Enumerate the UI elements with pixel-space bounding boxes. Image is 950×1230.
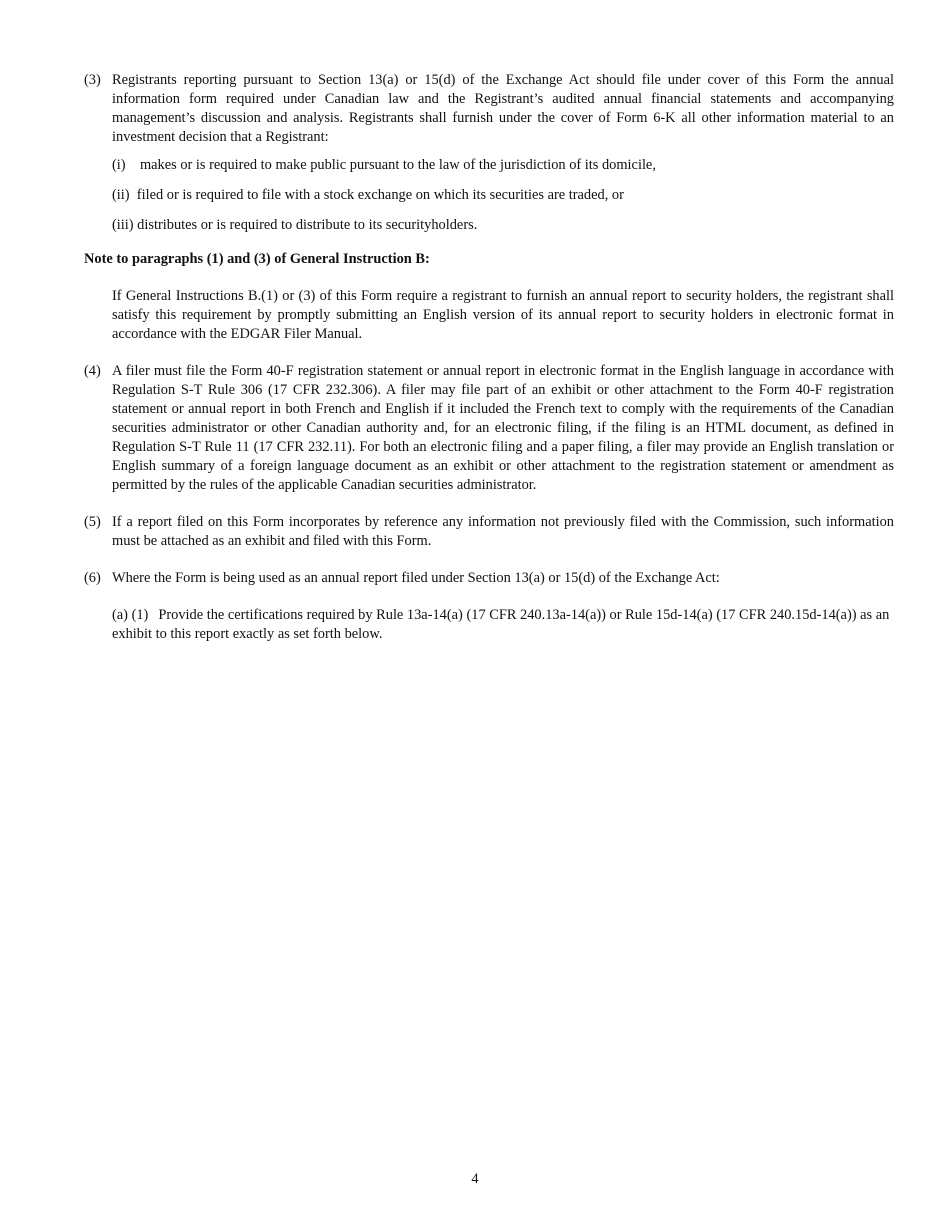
paragraph-text: If a report filed on this Form incorporates by reference any information not previously filed with the Commission, such information must be attached as an exhibit and filed with this Form.	[112, 514, 894, 549]
note-body: If General Instructions B.(1) or (3) of this Form require a registrant to furnish an annual report to security holders, the registrant shall satisfy this requirement by promptly submitting an English version of its annual report to security holders in electronic format in accordance with the EDGAR Filer Manual.	[112, 288, 894, 342]
paragraph-number: (6)	[84, 570, 101, 586]
note-heading: Note to paragraphs (1) and (3) of General Instruction B:	[84, 251, 430, 267]
paragraph-3-sublist	[84, 156, 894, 235]
paragraph-number: (4)	[84, 363, 101, 379]
page-number: 4	[471, 1171, 479, 1187]
paragraph-number: (5)	[84, 514, 101, 530]
list-item: (i) makes or is required to make public pursuant to the law of the jurisdiction of its domicile,	[112, 157, 656, 173]
paragraph-number: (3)	[84, 72, 101, 88]
paragraph-text: Registrants reporting pursuant to Section 13(a) or 15(d) of the Exchange Act should file under cover of this Form the annual information form required under Canadian law and the Registrant’s audited annual financial statements and accompanying management’s discussion and analysis. Registrants shall furnish under the cover of Form 6-K all other information material to an investment decision that a Registrant:	[112, 72, 894, 145]
paragraph-text: A filer must file the Form 40-F registration statement or annual report in electronic format in the English language in accordance with Regulation S-T Rule 306 (17 CFR 232.306). A filer may file part of an exhibit or other attachment to the Form 40-F registration statement or annual report in both French and English if it included the French text to comply with the requirements of the Canadian securities administrator or other Canadian authority and, for an electronic filing, if the filing is an HTML document, as defined in Regulation S-T Rule 11 (17 CFR 232.11). For both an electronic filing and a paper filing, a filer may provide an English translation or English summary of a foreign language document as an exhibit or other attachment to the registration statement or amendment as permitted by the rules of the applicable Canadian securities administrator.	[112, 363, 894, 493]
subitem-text: Provide the certifications required by Rule 13a-14(a) (17 CFR 240.13a-14(a)) or Rule 15d-14(a) (17 CFR 240.15d-14(a)) as an exhibit to this report exactly as set forth below.	[112, 607, 890, 642]
paragraph-5	[84, 513, 894, 551]
list-item: (ii) filed or is required to file with a stock exchange on which its securities are traded, or	[112, 187, 624, 203]
paragraph-6-subitem	[84, 606, 894, 644]
document-page	[84, 71, 894, 644]
paragraph-text: Where the Form is being used as an annual report filed under Section 13(a) or 15(d) of the Exchange Act:	[112, 570, 720, 586]
subitem-label: (a) (1)	[112, 607, 149, 623]
list-item: (iii) distributes or is required to distribute to its securityholders.	[112, 217, 478, 233]
paragraph-6	[84, 569, 894, 588]
paragraph-3	[84, 71, 894, 147]
paragraph-4	[84, 362, 894, 495]
